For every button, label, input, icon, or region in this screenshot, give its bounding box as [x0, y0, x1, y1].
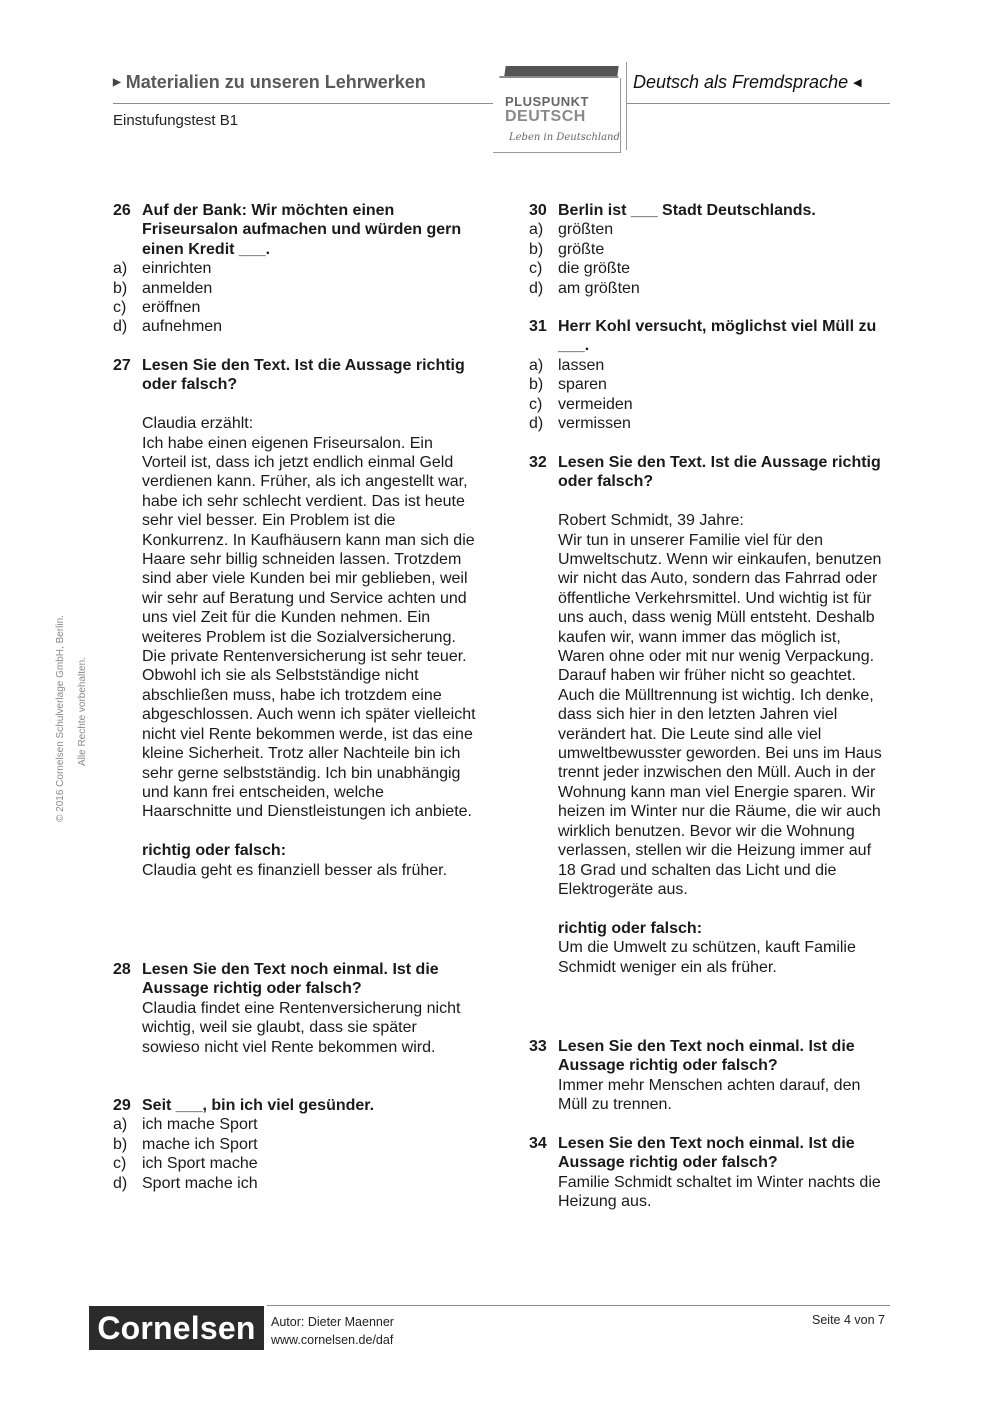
copyright-line2: Alle Rechte vorbehalten.	[77, 657, 88, 766]
triangle-left-icon: ◀	[853, 77, 862, 89]
passage-intro: Claudia erzählt:	[142, 415, 254, 433]
triangle-right-icon: ▶	[113, 77, 121, 88]
option-a[interactable]: a) einrichten	[113, 260, 212, 278]
option-b[interactable]: b) größte	[529, 240, 605, 258]
page-number: Seite 4 von 7	[812, 1313, 885, 1327]
question-33	[529, 1037, 881, 1115]
author-name: Autor: Dieter Maenner	[271, 1315, 394, 1329]
option-b[interactable]: b) sparen	[529, 376, 607, 394]
question-text: Seit ___, bin ich viel gesünder.	[142, 1097, 375, 1114]
options-list	[529, 356, 879, 434]
question-31	[529, 317, 879, 433]
option-a[interactable]: a) lassen	[529, 356, 605, 374]
pluspunkt-logo	[493, 62, 625, 154]
statement: Claudia geht es finanziell besser als früher.	[142, 861, 448, 879]
statement: Immer mehr Menschen achten darauf, den Müll zu trennen.	[558, 1076, 861, 1114]
header-left-title: ▶ Materialien zu unseren Lehrwerken	[113, 72, 426, 92]
copyright-line1: © 2016 Cornelsen Schulverlage GmbH, Berlin.	[55, 615, 66, 822]
question-28	[113, 960, 478, 1057]
options-list	[113, 1115, 478, 1193]
logo-line3: Leben in Deutschland	[509, 132, 620, 143]
question-number: 34	[529, 1135, 547, 1152]
statement: Um die Umwelt zu schützen, kauft Familie Schmidt weniger ein als früher.	[558, 939, 856, 976]
test-subtitle: Einstufungstest B1	[113, 112, 239, 129]
option-b[interactable]: b) anmelden	[113, 279, 213, 297]
option-a[interactable]: a) ich mache Sport	[113, 1116, 258, 1134]
question-number: 27	[113, 357, 131, 374]
question-text: Lesen Sie den Text. Ist die Aussage richtig oder falsch?	[142, 357, 465, 394]
question-34	[529, 1134, 881, 1212]
option-c[interactable]: c) vermeiden	[529, 395, 633, 413]
true-false-label: richtig oder falsch:	[558, 919, 703, 937]
footer-rule	[267, 1305, 890, 1306]
passage-intro: Robert Schmidt, 39 Jahre:	[558, 512, 744, 530]
question-27	[113, 356, 478, 880]
option-d[interactable]: d) am größten	[529, 279, 640, 297]
question-number: 28	[113, 961, 131, 978]
question-number: 31	[529, 318, 547, 335]
footer-credits	[271, 1313, 394, 1349]
question-number: 29	[113, 1097, 131, 1114]
question-30	[529, 201, 884, 298]
question-text: Lesen Sie den Text noch einmal. Ist die Aussage richtig oder falsch?	[558, 1135, 855, 1172]
question-text: Herr Kohl versucht, möglichst viel Müll zu ___.	[558, 318, 877, 355]
header-rule-left	[113, 103, 493, 104]
cornelsen-logo: Cornelsen	[89, 1306, 264, 1350]
header-divider	[626, 62, 627, 150]
question-text: Lesen Sie den Text. Ist die Aussage richtig oder falsch?	[558, 454, 881, 491]
question-number: 33	[529, 1038, 547, 1055]
option-c[interactable]: c) ich Sport mache	[113, 1155, 258, 1173]
header-right-title: Deutsch als Fremdsprache ◀	[633, 72, 862, 92]
option-d[interactable]: d) vermissen	[529, 415, 631, 433]
question-29	[113, 1096, 478, 1193]
option-c[interactable]: c) eröffnen	[113, 299, 201, 317]
reading-passage: Wir tun in unserer Familie viel für den Umweltschutz. Wenn wir einkaufen, benutzen wir nicht das Auto, sondern das Fahrrad oder öffentliche Verkehrsmittel. Und wichtig ist für uns auch, dass wenig Müll entsteht. Deshalb kaufen wir, wann immer das möglich ist, Waren ohne oder mit nur wenig Verpackung. Darauf haben wir früher nicht so geachtet. Auch die Mülltrennung ist wichtig. Ich denke, dass sich hier in den letzten Jahren viel verändert hat. Die Leute sind alle viel umweltbewusster geworden. Bei uns im Haus trennt jeder inzwischen den Müll. Auch in der Wohnung kann man viel Energie sparen. Wir heizen im Winter nur die Räume, die wir auch wirklich benutzen. Bevor wir die Wohnung verlassen, stellen wir die Heizung immer auf 18 Grad und schalten das Licht und die Elektrogeräte aus.	[558, 531, 882, 898]
true-false-label: richtig oder falsch:	[142, 842, 287, 860]
question-text: Lesen Sie den Text noch einmal. Ist die Aussage richtig oder falsch?	[142, 961, 439, 998]
question-text: Berlin ist ___ Stadt Deutschlands.	[558, 202, 816, 219]
reading-passage: Ich habe einen eigenen Friseursalon. Ein Vorteil ist, dass ich jetzt endlich einmal Geld verdienen kann. Früher, als ich angestellt war, habe ich sehr schlecht verdient. Das ist heute sehr viel besser. Ein Problem ist die Konkurrenz. In Kaufhäusern kann man sich die Haare sehr billig schneiden lassen. Trotzdem sind aber viele Kunden bei mir geblieben, weil wir sehr auf Beratung und Service achten und uns viel Zeit für die Kunden nehmen. Ein weiteres Problem ist die Sozialversicherung. Die private Rentenversicherung ist sehr teuer. Obwohl ich sie als Selbstständige nicht abschließen muss, habe ich trotzdem eine abgeschlossen. Auch wenn ich später vielleicht nicht viel Rente bekommen werde, ist das eine kleine Sicherheit. Trotz aller Nachteile bin ich sehr gerne selbstständig. Ich bin unabhängig und kann frei entscheiden, welche Haarschnitte und Dienstleistungen ich anbiete.	[142, 434, 476, 821]
option-a[interactable]: a) größten	[529, 221, 614, 239]
website-link[interactable]: www.cornelsen.de/daf	[271, 1333, 394, 1347]
header-rule-right	[627, 103, 890, 104]
statement: Familie Schmidt schaltet im Winter nachts die Heizung aus.	[558, 1173, 881, 1211]
question-32	[529, 453, 891, 977]
question-26	[113, 201, 478, 337]
question-text: Lesen Sie den Text noch einmal. Ist die Aussage richtig oder falsch?	[558, 1038, 855, 1075]
option-d[interactable]: d) Sport mache ich	[113, 1174, 258, 1192]
question-text: Auf der Bank: Wir möchten einen Friseursalon aufmachen und würden gern einen Kredit ___.	[142, 202, 462, 258]
logo-line2: DEUTSCH	[505, 108, 586, 125]
option-d[interactable]: d) aufnehmen	[113, 318, 223, 336]
statement: Claudia findet eine Rentenversicherung nicht wichtig, weil sie glaubt, dass sie später sowieso nicht viel Rente bekommen wird.	[142, 999, 461, 1056]
options-list	[113, 259, 478, 337]
logo-line1: PLUSPUNKT	[505, 94, 589, 109]
option-b[interactable]: b) mache ich Sport	[113, 1135, 258, 1153]
question-number: 26	[113, 202, 131, 219]
question-number: 30	[529, 202, 547, 219]
option-c[interactable]: c) die größte	[529, 260, 631, 278]
options-list	[529, 220, 884, 298]
question-number: 32	[529, 454, 547, 471]
